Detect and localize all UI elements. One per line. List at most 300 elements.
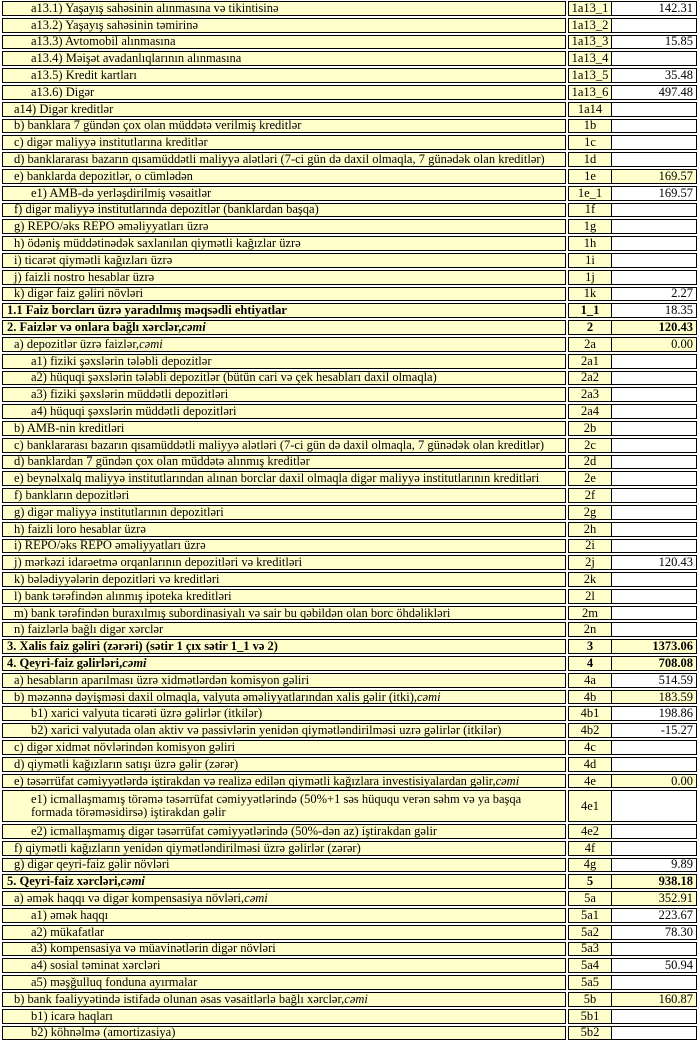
row-code: 4e <box>568 774 612 789</box>
row-code: 1a13_5 <box>568 68 612 83</box>
row-value-cell[interactable]: 120.43 <box>611 320 697 335</box>
row-code: 2f <box>568 488 612 503</box>
row-code: 1a14 <box>568 102 612 117</box>
row-code: 3 <box>568 639 612 654</box>
row-code: 1c <box>568 135 612 150</box>
row-label-text: b2) xarici valyutada olan aktiv və passivlərin yenidən qiymətləndirilməsi uzrə gəlirlər (itkilər) <box>31 723 502 738</box>
row-code: 1a13_2 <box>568 18 612 33</box>
row-code: 1d <box>568 152 612 167</box>
row-label <box>2 337 566 352</box>
row-label <box>2 152 566 167</box>
table-row <box>2 606 700 621</box>
row-code: 1h <box>568 236 612 251</box>
table-row <box>2 942 700 957</box>
table-row <box>2 740 700 755</box>
table-row <box>2 706 700 721</box>
row-label-text: 1.1 Faiz borcları üzrə yaradılmış məqsədli ehtiyatlar <box>7 303 287 318</box>
row-label-text: m) bank tərəfindən buraxılmış subordinasiyalı və sair bu qəbildən olan borc öhdəlikləri <box>14 605 451 620</box>
row-code: 2 <box>568 320 612 335</box>
row-label <box>2 639 566 654</box>
table-row <box>2 1009 700 1024</box>
table-row <box>2 555 700 570</box>
row-label <box>2 371 566 386</box>
row-value-cell[interactable]: 15.85 <box>611 35 697 50</box>
row-value-cell[interactable] <box>611 253 697 268</box>
row-label <box>2 790 566 822</box>
row-code: 2a1 <box>568 354 612 369</box>
row-label <box>2 942 566 957</box>
row-value-cell[interactable]: 120.43 <box>611 555 697 570</box>
row-label-text: e) beynəlxalq maliyyə institutlarından alınan borclar daxil olmaqla digər maliyyə institutlarının kreditləri <box>14 471 540 486</box>
row-value-cell[interactable] <box>611 572 697 587</box>
row-label-text: a2) mükafatlar <box>31 924 105 939</box>
table-row <box>2 488 700 503</box>
table-row <box>2 186 700 201</box>
table-row <box>2 421 700 436</box>
table-row <box>2 824 700 839</box>
row-value-cell[interactable]: -15.27 <box>611 723 697 738</box>
table-row <box>2 908 700 923</box>
table-row <box>2 51 700 66</box>
row-label-text: a4) hüquqi şəxslərin müddətli depozitləri <box>31 404 237 418</box>
row-value-cell[interactable] <box>611 203 697 218</box>
row-value-cell[interactable] <box>611 152 697 167</box>
row-value-cell[interactable] <box>611 236 697 251</box>
row-label <box>2 622 566 637</box>
row-code: 1a13_4 <box>568 51 612 66</box>
row-label-text: a3) kompensasiya və müavinətlərin digər növləri <box>31 941 276 956</box>
row-code: 2b <box>568 421 612 436</box>
row-code: 4e1 <box>568 790 612 822</box>
row-value-cell[interactable]: 78.30 <box>611 925 697 940</box>
row-label <box>2 757 566 772</box>
row-value-cell[interactable] <box>611 757 697 772</box>
row-code: 1a13_6 <box>568 85 612 100</box>
row-label-text: k) bələdiyyələrin depozitləri və kreditləri <box>14 572 220 586</box>
row-label <box>2 740 566 755</box>
row-label-text: 5. Qeyri-faiz xərcləri, <box>7 874 121 889</box>
row-label-text: b) məzənnə dəyişməsi daxil olmaqla, valyuta əməliyyatlarından xalis gəlir (itki), <box>14 689 417 704</box>
row-value-cell[interactable] <box>611 102 697 117</box>
row-label-text: b2) köhnəlmə (amortizasiya) <box>31 1025 176 1040</box>
row-code: 5a4 <box>568 958 612 973</box>
row-value-cell[interactable] <box>611 18 697 33</box>
table-row <box>2 387 700 402</box>
row-value-cell[interactable]: 183.59 <box>611 690 697 705</box>
row-code: 2g <box>568 505 612 520</box>
table-row <box>2 639 700 654</box>
row-label <box>2 958 566 973</box>
table-row <box>2 471 700 486</box>
row-code: 2a3 <box>568 387 612 402</box>
row-code: 1a13_1 <box>568 1 612 16</box>
row-value-cell[interactable] <box>611 824 697 839</box>
row-label <box>2 891 566 906</box>
row-code: 1i <box>568 253 612 268</box>
row-label-text: a13.2) Yaşayış sahəsinin təmirinə <box>31 17 198 32</box>
row-label <box>2 320 566 335</box>
table-row <box>2 622 700 637</box>
row-label-text: g) REPO/əks REPO əməliyyatları üzrə <box>14 219 209 234</box>
row-label <box>2 203 566 218</box>
table-row <box>2 723 700 738</box>
row-label-italic-suffix: cəmi <box>244 891 268 906</box>
table-row <box>2 673 700 688</box>
row-code: 1g <box>568 219 612 234</box>
row-label <box>2 874 566 889</box>
row-value-cell[interactable]: 169.57 <box>611 186 697 201</box>
row-value-cell[interactable] <box>611 455 697 470</box>
row-label-italic-suffix: cəmi <box>139 336 163 351</box>
table-row <box>2 354 700 369</box>
row-label-text: i) REPO/əks REPO əməliyyatları üzrə <box>14 538 206 553</box>
table-row <box>2 320 700 335</box>
row-value-cell[interactable] <box>611 404 697 419</box>
row-label-text: i) ticarət qiymətli kağızları üzrə <box>14 252 173 267</box>
row-value-cell[interactable] <box>611 740 697 755</box>
table-row <box>2 975 700 990</box>
row-code: 2e <box>568 471 612 486</box>
row-label-italic-suffix: cəmi <box>417 689 441 704</box>
row-value-cell[interactable] <box>611 270 697 285</box>
row-code: 5a <box>568 891 612 906</box>
row-value-cell[interactable] <box>611 589 697 604</box>
row-label <box>2 555 566 570</box>
table-row <box>2 656 700 671</box>
table-row <box>2 690 700 705</box>
row-label <box>2 723 566 738</box>
row-label-text: b) banklara 7 gündən çox olan müddətə verilmiş kreditlər <box>14 118 302 133</box>
row-value-cell[interactable]: 142.31 <box>611 1 697 16</box>
row-label <box>2 505 566 520</box>
row-label <box>2 522 566 537</box>
table-row <box>2 505 700 520</box>
row-code: 4b2 <box>568 723 612 738</box>
row-value-cell[interactable]: 50.94 <box>611 958 697 973</box>
row-code: 1k <box>568 287 612 302</box>
row-label <box>2 992 566 1007</box>
row-label <box>2 606 566 621</box>
row-value-cell[interactable] <box>611 539 697 554</box>
row-label-text: f) digər maliyyə institutlarında depozitlər (banklardan başqa) <box>14 202 319 217</box>
row-value-cell[interactable] <box>611 354 697 369</box>
table-row <box>2 270 700 285</box>
row-label <box>2 354 566 369</box>
row-value-cell[interactable]: 2.27 <box>611 287 697 302</box>
row-label <box>2 119 566 134</box>
row-code: 1j <box>568 270 612 285</box>
row-label-text: c) digər xidmət növlərindən komisyon gəliri <box>14 740 236 754</box>
row-code: 5a1 <box>568 908 612 923</box>
row-value-cell[interactable] <box>611 942 697 957</box>
row-value-cell[interactable] <box>611 219 697 234</box>
row-value-cell[interactable]: 0.00 <box>611 774 697 789</box>
row-label <box>2 673 566 688</box>
row-label <box>2 690 566 705</box>
row-value-cell[interactable]: 223.67 <box>611 908 697 923</box>
row-label <box>2 656 566 671</box>
row-label-text: b) AMB-nin kreditləri <box>14 420 125 435</box>
row-value-cell[interactable] <box>611 505 697 520</box>
row-label-text: k) digər faiz gəliri növləri <box>14 286 144 301</box>
row-label <box>2 404 566 419</box>
table-row <box>2 539 700 554</box>
row-label-text: e1) AMB-də yerləşdirilmiş vəsaitlər <box>31 185 212 200</box>
row-label-italic-suffix: cəmi <box>120 874 145 889</box>
row-label-text: a13.3) Avtomobil alınmasına <box>31 34 176 49</box>
row-label-text: e1) icmallaşmamış törəmə təsərrüfat cəmiyyətlərində (50%+1 səs hüququ verən səhm və ya başqa formada törəməsidirsə) iştirakdan gəlir <box>31 792 522 820</box>
row-value-cell[interactable]: 169.57 <box>611 169 697 184</box>
table-row <box>2 253 700 268</box>
row-label <box>2 270 566 285</box>
row-value-cell[interactable]: 497.48 <box>611 85 697 100</box>
row-label-text: g) digər qeyri-faiz gəlir növləri <box>14 857 170 872</box>
row-code: 4b <box>568 690 612 705</box>
row-value-cell[interactable]: 352.91 <box>611 891 697 906</box>
row-code: 2h <box>568 522 612 537</box>
row-label <box>2 488 566 503</box>
table-row <box>2 1026 700 1041</box>
row-value-cell[interactable] <box>611 421 697 436</box>
table-row <box>2 1 700 16</box>
row-label-text: 2. Faizlər və onlara bağlı xərclər, <box>7 320 182 334</box>
row-value-cell[interactable]: 708.08 <box>611 656 697 671</box>
table-row <box>2 119 700 134</box>
row-code: 2a2 <box>568 371 612 386</box>
table-row <box>2 219 700 234</box>
row-code: 2c <box>568 438 612 453</box>
row-label <box>2 455 566 470</box>
row-label-text: a13.4) Məişət avadanlıqlarının alınmasına <box>31 51 242 66</box>
row-code: 1a13_3 <box>568 35 612 50</box>
table-row <box>2 203 700 218</box>
row-label <box>2 471 566 486</box>
row-label <box>2 186 566 201</box>
row-label <box>2 219 566 234</box>
row-label-text: h) ödəniş müddətinədək saxlanılan qiymətli kağızlar üzrə <box>14 236 301 250</box>
table-row <box>2 68 700 83</box>
table-row <box>2 925 700 940</box>
row-label-text: a14) Digər kreditlər <box>14 101 114 116</box>
row-code: 2a <box>568 337 612 352</box>
row-label <box>2 18 566 33</box>
row-label-text: a1) fiziki şəxslərin tələbli depozitlər <box>31 353 212 368</box>
row-code: 4b1 <box>568 706 612 721</box>
row-label <box>2 858 566 873</box>
row-value-cell[interactable]: 35.48 <box>611 68 697 83</box>
row-value-cell[interactable] <box>611 841 697 856</box>
row-label <box>2 51 566 66</box>
row-label-text: a13.5) Kredit kartları <box>31 68 137 83</box>
row-value-cell[interactable] <box>611 135 697 150</box>
row-label <box>2 572 566 587</box>
row-label-text: a5) məşğulluq fonduna ayırmalar <box>31 975 198 990</box>
row-label <box>2 1 566 16</box>
table-row <box>2 85 700 100</box>
row-value-cell[interactable]: 1373.06 <box>611 639 697 654</box>
table-row <box>2 169 700 184</box>
row-value-cell[interactable] <box>611 790 697 822</box>
row-code: 4 <box>568 656 612 671</box>
table-row <box>2 874 700 889</box>
table-row <box>2 102 700 117</box>
row-code: 2k <box>568 572 612 587</box>
row-label-text: a) depozitlər üzrə faizlər, <box>14 336 140 351</box>
row-label-text: l) bank tərəfindən alınmış ipoteka kreditləri <box>14 588 232 603</box>
table-row <box>2 790 700 822</box>
table-row <box>2 858 700 873</box>
row-label <box>2 774 566 789</box>
row-code: 2j <box>568 555 612 570</box>
row-code: 4e2 <box>568 824 612 839</box>
row-label <box>2 253 566 268</box>
row-label-text: a3) fiziki şəxslərin müddətli depozitləri <box>31 387 229 402</box>
row-value-cell[interactable]: 160.87 <box>611 992 697 1007</box>
table-row <box>2 18 700 33</box>
table-row <box>2 572 700 587</box>
row-value-cell[interactable] <box>611 371 697 386</box>
row-label-text: c) banklararası bazarın qısamüddətli maliyyə alətləri (7-ci gün də daxil olmaqla, 7 günədək olan kreditlər) <box>14 437 545 452</box>
row-label-italic-suffix: cəmi <box>344 992 368 1006</box>
row-code: 1_1 <box>568 303 612 318</box>
table-row <box>2 958 700 973</box>
row-value-cell[interactable]: 0.00 <box>611 337 697 352</box>
row-label-text: b) bank fəaliyyətində istifadə olunan əsas vəsaitlərlə bağlı xərclər, <box>14 992 345 1006</box>
row-label-text: d) banklararası bazarın qısamüddətli maliyyə alətləri (7-ci gün də daxil olmaqla, 7 günədək olan kreditlər) <box>14 152 545 167</box>
row-code: 5a2 <box>568 925 612 940</box>
row-code: 4d <box>568 757 612 772</box>
row-label <box>2 824 566 839</box>
table-row <box>2 303 700 318</box>
row-code: 2a4 <box>568 404 612 419</box>
row-label-text: a4) sosial təminat xərcləri <box>31 958 161 973</box>
row-label <box>2 303 566 318</box>
row-code: 2i <box>568 539 612 554</box>
row-value-cell[interactable] <box>611 1026 697 1041</box>
row-code: 4c <box>568 740 612 755</box>
row-value-cell[interactable]: 9.89 <box>611 858 697 873</box>
table-row <box>2 992 700 1007</box>
row-value-cell[interactable]: 938.18 <box>611 874 697 889</box>
table-row <box>2 371 700 386</box>
row-label-italic-suffix: cəmi <box>495 773 520 788</box>
row-label-text: a) hesabların aparılması üzrə xidmətlərdən komisyon gəliri <box>14 672 310 687</box>
row-code: 4a <box>568 673 612 688</box>
row-label-text: j) mərkəzi idarəetmə orqanlarının depozitləri və kreditləri <box>14 555 303 570</box>
row-label <box>2 908 566 923</box>
row-code: 2d <box>568 455 612 470</box>
row-code: 5a3 <box>568 942 612 957</box>
row-code: 1f <box>568 203 612 218</box>
table-row <box>2 455 700 470</box>
row-label <box>2 287 566 302</box>
row-value-cell[interactable]: 18.35 <box>611 303 697 318</box>
row-value-cell[interactable] <box>611 522 697 537</box>
table-row <box>2 589 700 604</box>
row-label <box>2 169 566 184</box>
row-value-cell[interactable] <box>611 471 697 486</box>
table-row <box>2 522 700 537</box>
row-label-text: b1) xarici valyuta ticarəti üzrə gəlirlər (itkilər) <box>31 706 263 721</box>
row-label-text: 3. Xalis faiz gəliri (zərəri) (sətir 1 çıx sətir 1_1 və 2) <box>7 639 278 654</box>
table-row <box>2 891 700 906</box>
row-code: 5b2 <box>568 1026 612 1041</box>
row-label-text: b1) icarə haqları <box>31 1008 113 1023</box>
row-code: 1e_1 <box>568 186 612 201</box>
table-row <box>2 841 700 856</box>
row-label-text: a) əmək haqqı və digər kompensasiya növləri, <box>14 891 245 906</box>
row-code: 1b <box>568 119 612 134</box>
table-row <box>2 757 700 772</box>
row-label <box>2 539 566 554</box>
table-row <box>2 152 700 167</box>
table-row <box>2 35 700 50</box>
row-label <box>2 841 566 856</box>
row-value-cell[interactable] <box>611 622 697 637</box>
row-label-text: a13.1) Yaşayış sahəsinin alınmasına və tikintisinə <box>31 1 279 15</box>
row-value-cell[interactable] <box>611 488 697 503</box>
row-label <box>2 438 566 453</box>
row-label-text: f) bankların depozitləri <box>14 488 130 502</box>
row-label-text: j) faizli nostro hesablar üzrə <box>14 269 155 284</box>
row-value-cell[interactable] <box>611 387 697 402</box>
row-value-cell[interactable] <box>611 119 697 134</box>
row-label-text: c) digər maliyyə institutlarına kreditlər <box>14 135 208 150</box>
row-label-italic-suffix: cəmi <box>181 320 206 334</box>
row-label-text: e) banklarda depozitlər, o cümlədən <box>14 168 193 183</box>
row-label <box>2 706 566 721</box>
row-code: 2m <box>568 606 612 621</box>
row-value-cell[interactable] <box>611 1009 697 1024</box>
row-code: 5b <box>568 992 612 1007</box>
row-label-text: g) digər maliyyə institutlarının depozitləri <box>14 504 224 519</box>
row-label <box>2 68 566 83</box>
row-label <box>2 1026 566 1041</box>
row-code: 5 <box>568 874 612 889</box>
row-code: 2l <box>568 589 612 604</box>
row-label <box>2 35 566 50</box>
row-code: 2n <box>568 622 612 637</box>
table-row <box>2 287 700 302</box>
table-row <box>2 236 700 251</box>
table-row <box>2 135 700 150</box>
row-label <box>2 85 566 100</box>
row-value-cell[interactable] <box>611 975 697 990</box>
row-value-cell[interactable]: 514.59 <box>611 673 697 688</box>
row-label-text: d) qiymətli kağızların satışı üzrə gəlir (zərər) <box>14 756 239 771</box>
row-label <box>2 1009 566 1024</box>
row-label-text: a1) əmək haqqı <box>31 908 109 922</box>
row-label <box>2 102 566 117</box>
row-label <box>2 975 566 990</box>
row-label <box>2 421 566 436</box>
row-value-cell[interactable] <box>611 438 697 453</box>
table-row <box>2 337 700 352</box>
row-code: 5b1 <box>568 1009 612 1024</box>
row-label-text: n) faizlərlə bağlı digər xərclər <box>14 622 164 637</box>
row-label <box>2 135 566 150</box>
row-code: 4g <box>568 858 612 873</box>
row-value-cell[interactable] <box>611 51 697 66</box>
row-label-text: f) qiymətli kağızların yenidən qiymətləndirilməsi üzrə gəlirlər (zərər) <box>14 840 361 855</box>
table-row <box>2 438 700 453</box>
row-label <box>2 387 566 402</box>
row-label-text: h) faizli loro hesablar üzrə <box>14 521 146 536</box>
row-label <box>2 236 566 251</box>
row-label-text: a13.6) Digər <box>31 84 95 99</box>
row-value-cell[interactable] <box>611 606 697 621</box>
row-value-cell[interactable]: 198.86 <box>611 706 697 721</box>
